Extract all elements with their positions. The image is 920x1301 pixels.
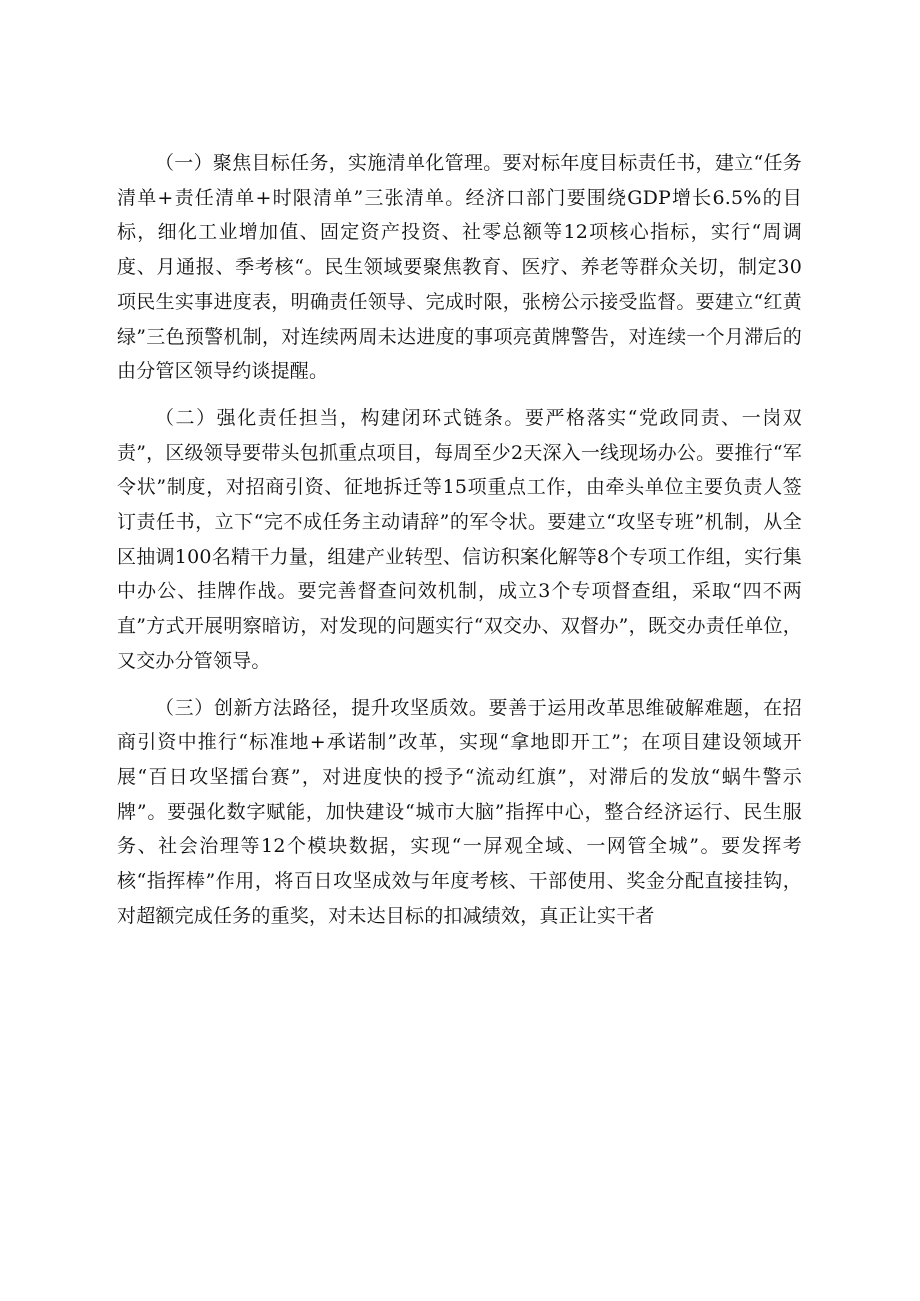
paragraph-1: （一）聚焦目标任务，实施清单化管理。要对标年度目标责任书，建立“任务清单+责任清单+时限清单”三张清单。经济口部门要围绕GDP增长6.5%的目标，细化工业增加值、固定资产投资、社零总额等12项核心指标，实行“周调度、月通报、季考核“。民生领域要聚焦教育、医疗、养老等群众关切，制定30项民生实事进度表，明确责任领导、完成时限，张榜公示接受监督。要建立“红黄绿”三色预警机制，对连续两周未达进度的事项亮黄牌警告，对连续一个月滞后的由分管区领导约谈提醒。 [117,152,802,383]
paragraph-2: （二）强化责任担当，构建闭环式链条。要严格落实“党政同责、一岗双责”，区级领导要带头包抓重点项目，每周至少2天深入一线现场办公。要推行“军令状”制度，对招商引资、征地拆迁等15项重点工作，由牵头单位主要负责人签订责任书，立下“完不成任务主动请辞”的军令状。要建立“攻坚专班”机制，从全区抽调100名精干力量，组建产业转型、信访积案化解等8个专项工作组，实行集中办公、挂牌作战。要完善督查问效机制，成立3个专项督查组，采取“四不两直”方式开展明察暗访，对发现的问题实行“双交办、双督办”，既交办责任单位，又交办分管领导。 [117,406,802,672]
paragraph-3: （三）创新方法路径，提升攻坚质效。要善于运用改革思维破解难题，在招商引资中推行“标准地+承诺制”改革，实现“拿地即开工”；在项目建设领域开展“百日攻坚擂台赛”，对进度快的授予“流动红旗”，对滞后的发放“蜗牛警示牌”。要强化数字赋能，加快建设“城市大脑”指挥中心，整合经济运行、民生服务、社会治理等12个模块数据，实现“一屏观全域、一网管全城”。要发挥考核“指挥棒”作用，将百日攻坚成效与年度考核、干部使用、奖金分配直接挂钩，对超额完成任务的重奖，对未达目标的扣减绩效，真正让实干者 [117,696,802,927]
document-body [117,146,802,945]
